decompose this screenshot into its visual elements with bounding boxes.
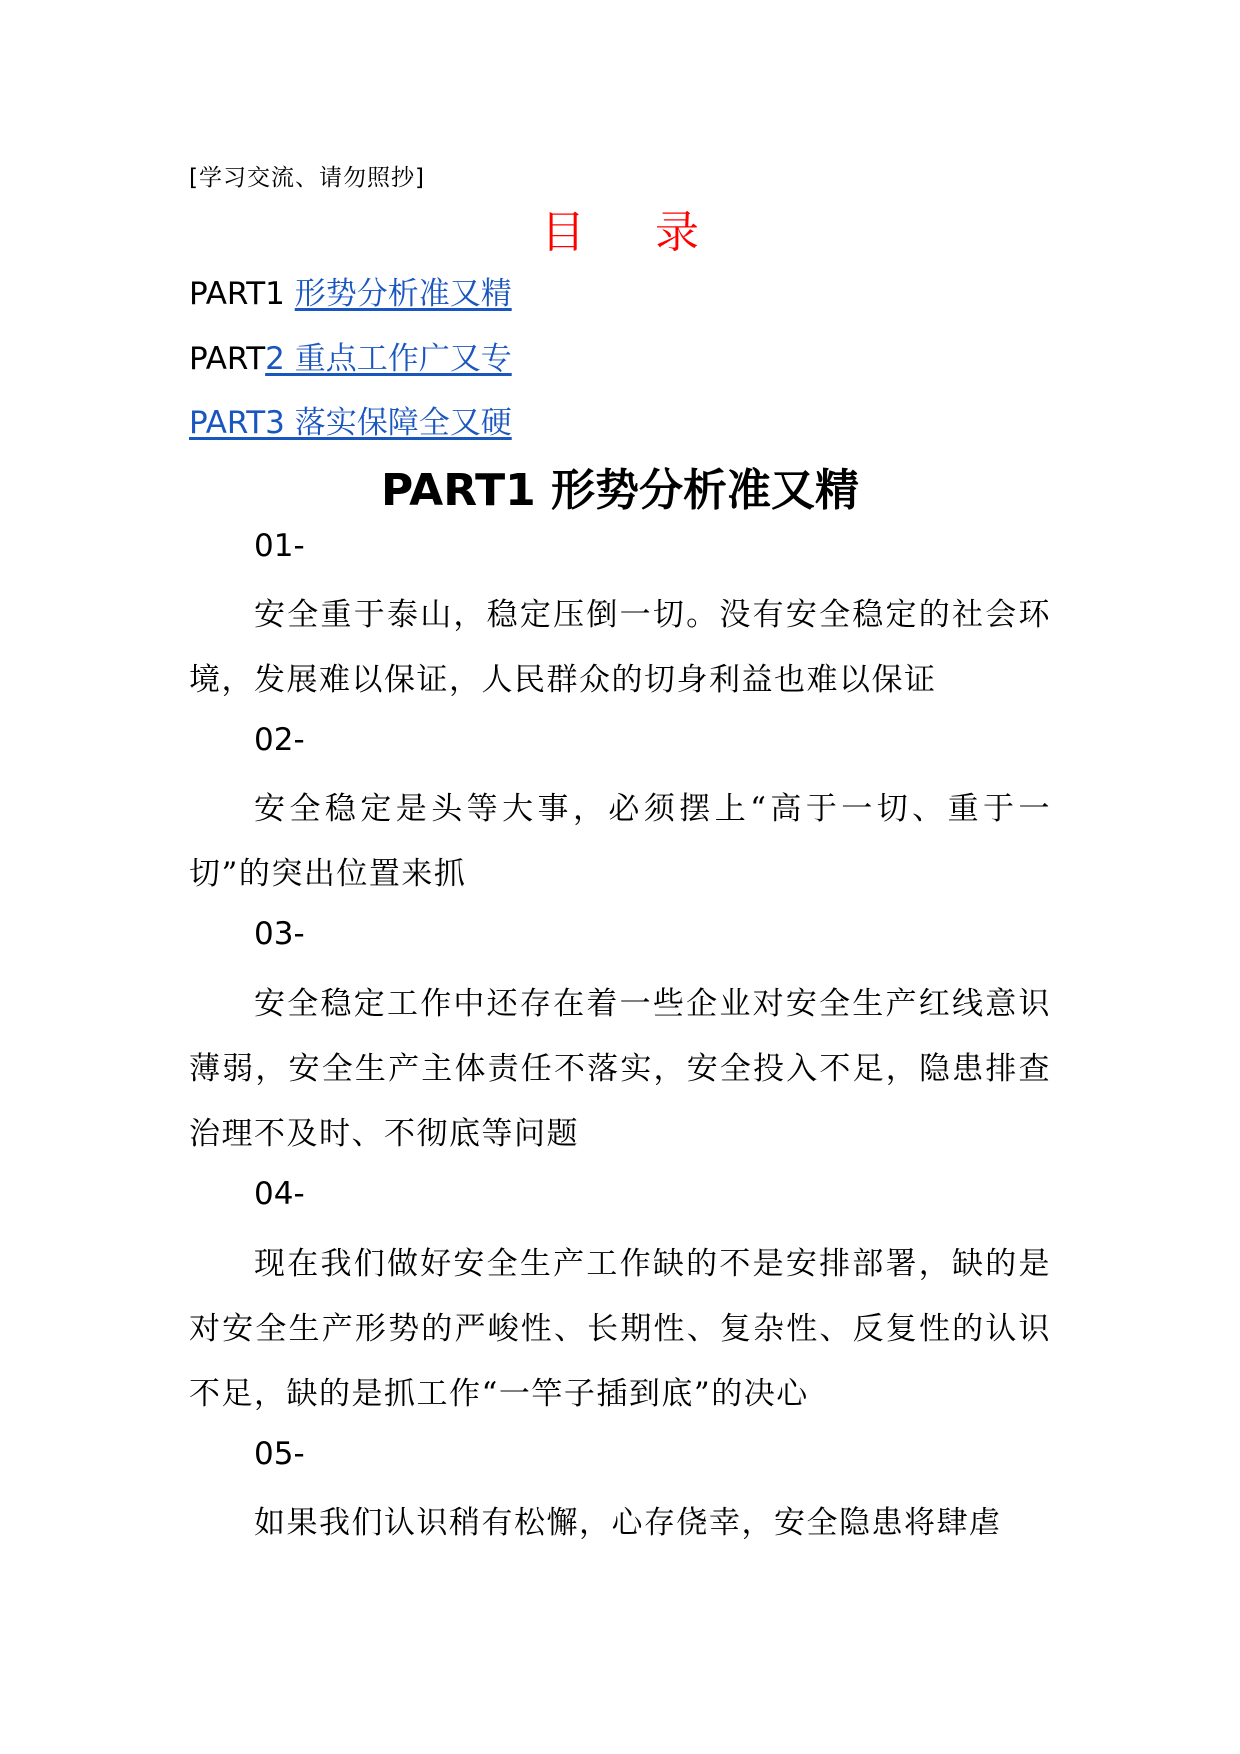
toc-link-part1[interactable]: 形势分析准又精 (294, 276, 512, 312)
entry-number: 04- (254, 1176, 305, 1212)
entry-paragraph: 现在我们做好安全生产工作缺的不是安排部署，缺的是对安全生产形势的严峻性、长期性、复杂性、反复性的认识不足，缺的是抓工作“一竿子插到底”的决心 (189, 1246, 1051, 1412)
toc-item-prefix: PART (189, 341, 266, 377)
header-note: [学习交流、请勿照抄] (189, 165, 425, 191)
toc-link-part3[interactable]: PART3 落实保障全又硬 (189, 405, 512, 441)
toc-item-part3 (189, 401, 512, 445)
toc-item-prefix: PART1 (189, 276, 295, 312)
toc-link-part2[interactable]: 2 重点工作广又专 (265, 341, 512, 377)
toc-title: 目 录 (541, 207, 727, 258)
toc-item-part1 (189, 272, 512, 316)
entry-number: 03- (254, 916, 305, 952)
section-heading: PART1 形势分析准又精 (380, 465, 860, 516)
toc-item-part2 (189, 337, 512, 381)
entry-number: 02- (254, 722, 305, 758)
entry-paragraph: 安全重于泰山，稳定压倒一切。没有安全稳定的社会环境，发展难以保证，人民群众的切身利益也难以保证 (189, 597, 1051, 698)
entry-paragraph: 如果我们认识稍有松懈，心存侥幸，安全隐患将肆虐 (254, 1505, 1002, 1541)
entry-paragraph: 安全稳定是头等大事，必须摆上“高于一切、重于一切”的突出位置来抓 (189, 791, 1051, 892)
entry-number: 01- (254, 528, 305, 564)
entry-number: 05- (254, 1436, 305, 1472)
entry-paragraph: 安全稳定工作中还存在着一些企业对安全生产红线意识薄弱，安全生产主体责任不落实，安全投入不足，隐患排查治理不及时、不彻底等问题 (189, 986, 1051, 1152)
